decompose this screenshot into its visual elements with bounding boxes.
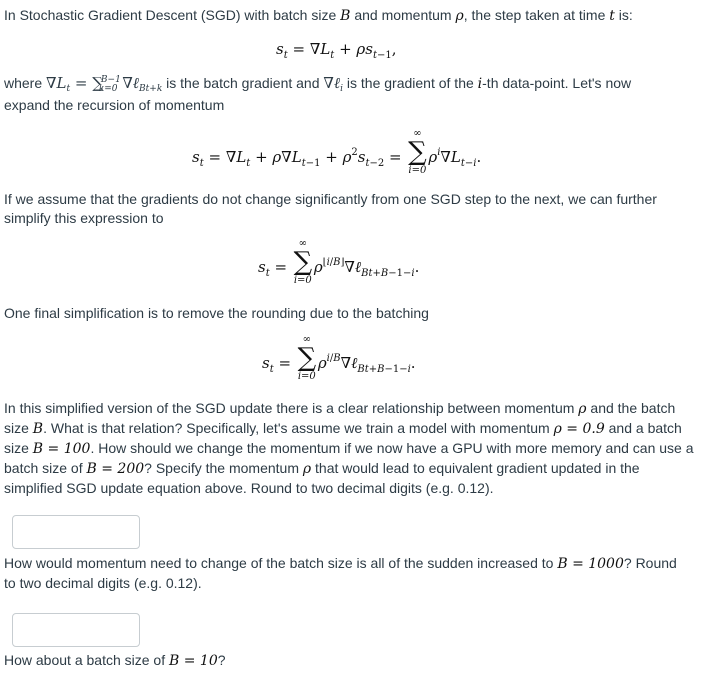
math-rho: ρ	[455, 8, 464, 24]
inline-batch-gradient: $\nabla L_t = \sum^{B-1}_{k=0}$ ∇ℓ$_{Bt+k}$	[46, 74, 163, 94]
inline-point-gradient: ∇ℓ$_i$	[323, 74, 344, 94]
math-B: B	[340, 8, 351, 24]
question3-paragraph: How about a batch size of B = 10?	[4, 652, 226, 669]
math-t: t	[609, 8, 615, 24]
question1-paragraph: In this simplified version of the SGD update there is a clear relationship between momentum ρ and the batch size B. What is that relation? Specifically, let's assume we train a model with momentum ρ = 0.9 and a batch size B = 100. How should we change the momentum if we now have a GPU with more memory and can use a batch size of B = 200? Specify the momentum ρ that would lead to equivalent gradient updated in the simplified SGD update equation above. Round to two decimal digits (e.g. 0.12).	[4, 400, 694, 496]
answer-input-2[interactable]	[12, 613, 140, 647]
sum-symbol: ∞ ∑ i=0	[408, 128, 427, 176]
assumption-paragraph: If we assume that the gradients do not change significantly from one SGD step to the next, we can further simplify this expression to	[4, 191, 657, 226]
answer-input-1[interactable]	[12, 515, 140, 549]
question2-paragraph: How would momentum need to change of the batch size is all of the sudden increased to B = 1000? Round to two decimal digits (e.g. 0.12).	[4, 555, 677, 591]
where-paragraph: where $\nabla L_t = \sum^{B-1}_{k=0}$ ∇ℓ$_{Bt+k}$ is the batch gradient and ∇ℓ$_i$ is the gradient of the i-th data-point. Let's now expand the recursion of momentum	[4, 74, 632, 113]
sum-symbol: ∞ ∑ i=0	[297, 334, 317, 382]
sum-symbol: ∞ ∑ i=0	[293, 238, 313, 286]
intro-paragraph: In Stochastic Gradient Descent (SGD) with batch size B and momentum ρ, the step taken at time t is:	[4, 7, 633, 24]
final-simplification-paragraph: One final simplification is to remove the rounding due to the batching	[4, 305, 429, 321]
equation-recursion-expansion: $s_t = \nabla L_t + \rho\nabla L_{t-1} + \rho^2s_{t-2}$ = ∞ ∑ i=0 $\rho^i\nabla L_{t-i}$.	[192, 128, 482, 176]
equation-simplified-rounding: $s_t$ = ∞ ∑ i=0 $\rho^{⌊i/B⌋}\nabla\ell_{Bt+B-1-i}$.	[258, 238, 420, 286]
equation-simplified-no-rounding: $s_t$ = ∞ ∑ i=0 $\rho^{i/B}\nabla\ell_{Bt+B-1-i}$.	[262, 334, 416, 382]
equation-momentum-step: $s_t = \nabla L_t + \rho s_{t-1}$,	[276, 40, 397, 61]
